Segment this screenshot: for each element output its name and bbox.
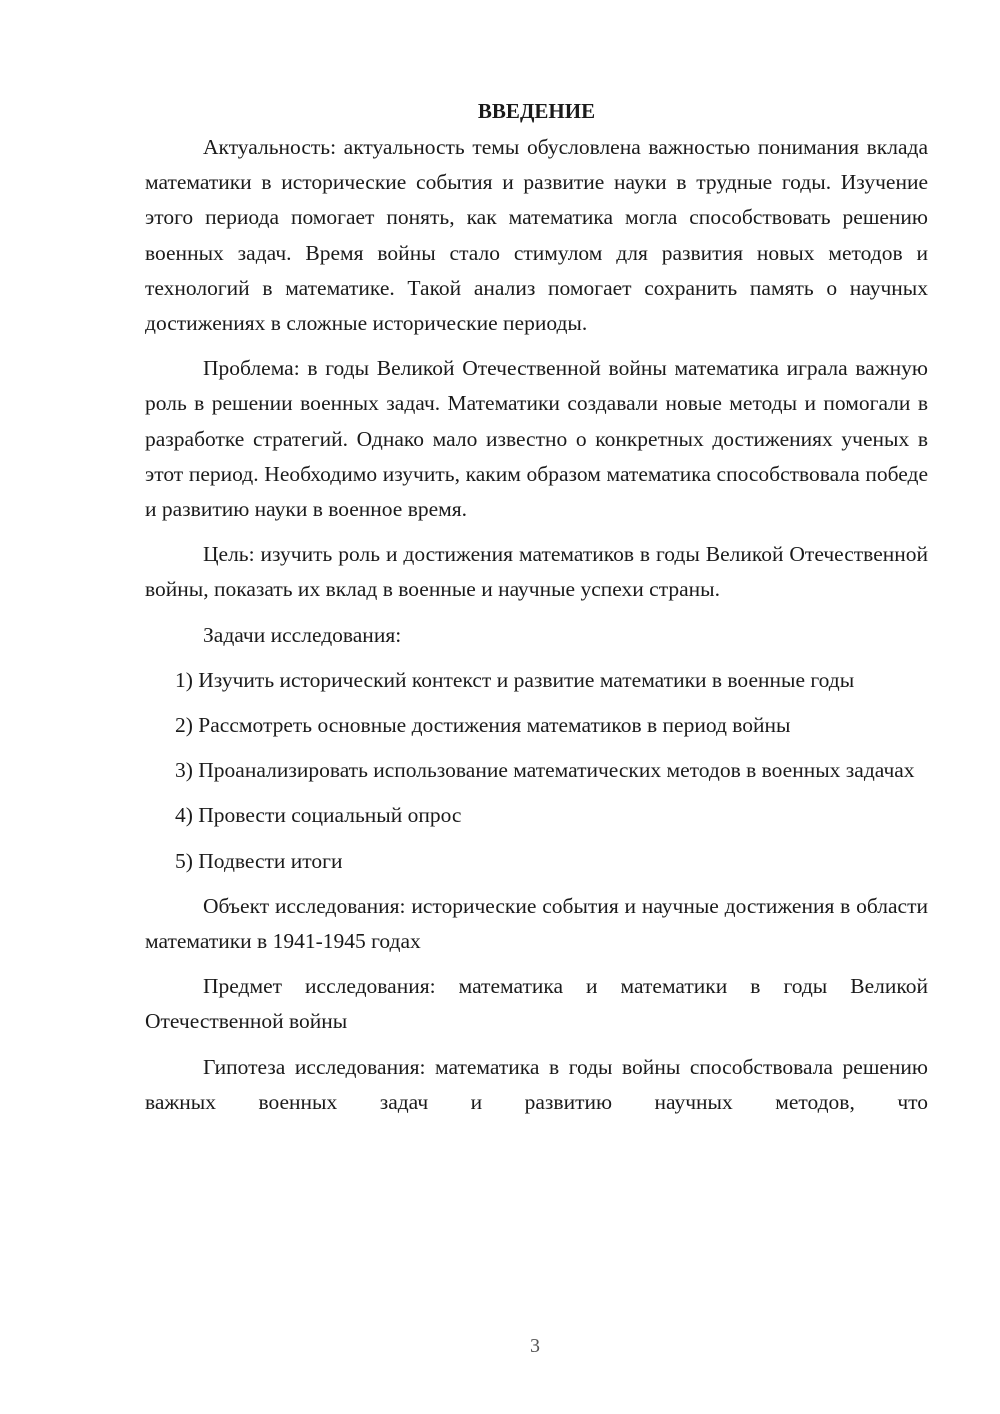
hypothesis-paragraph: Гипотеза исследования: математика в годы войны способствовала решению важных военных задач и развитию научных методов, что: [145, 1054, 928, 1114]
document-page: [145, 96, 928, 1130]
task-item-5: 5) Подвести итоги: [175, 848, 343, 873]
object-paragraph: Объект исследования: исторические события и научные достижения в области математики в 1941-1945 годах: [145, 893, 928, 954]
page-title: ВВЕДЕНИЕ: [477, 99, 596, 123]
tasks-heading: Задачи исследования:: [203, 622, 402, 647]
task-item-1: 1) Изучить исторический контекст и развитие математики в военные годы: [175, 667, 855, 692]
problem-paragraph: Проблема: в годы Великой Отечественной войны математика играла важную роль в решении военных задач. Математики создавали новые методы и помогали в разработке стратегий. Однако мало известно о конкретных достижениях ученых в этот период. Необходимо изучить, каким образом математика способствовала победе и развитию науки в военное время.: [145, 356, 928, 522]
goal-paragraph: Цель: изучить роль и достижения математиков в годы Великой Отечественной войны, показать их вклад в военные и научные успехи страны.: [145, 542, 928, 602]
task-item-3: 3) Проанализировать использование математических методов в военных задачах: [175, 758, 915, 783]
subject-paragraph: Предмет исследования: математика и математики в годы Великой Отечественной войны: [145, 974, 928, 1034]
task-item-2: 2) Рассмотреть основные достижения математиков в период войны: [175, 713, 791, 738]
page-number: 3: [530, 1335, 540, 1357]
relevance-paragraph: Актуальность: актуальность темы обусловлена важностью понимания вклада математики в исторические события и развитие науки в трудные годы. Изучение этого периода помогает понять, как математика могла способствовать решению военных задач. Время войны стало стимулом для развития новых методов и технологий в математике. Такой анализ помогает сохранить память о научных достижениях в сложные исторические периоды.: [145, 135, 928, 336]
task-item-4: 4) Провести социальный опрос: [175, 803, 462, 828]
